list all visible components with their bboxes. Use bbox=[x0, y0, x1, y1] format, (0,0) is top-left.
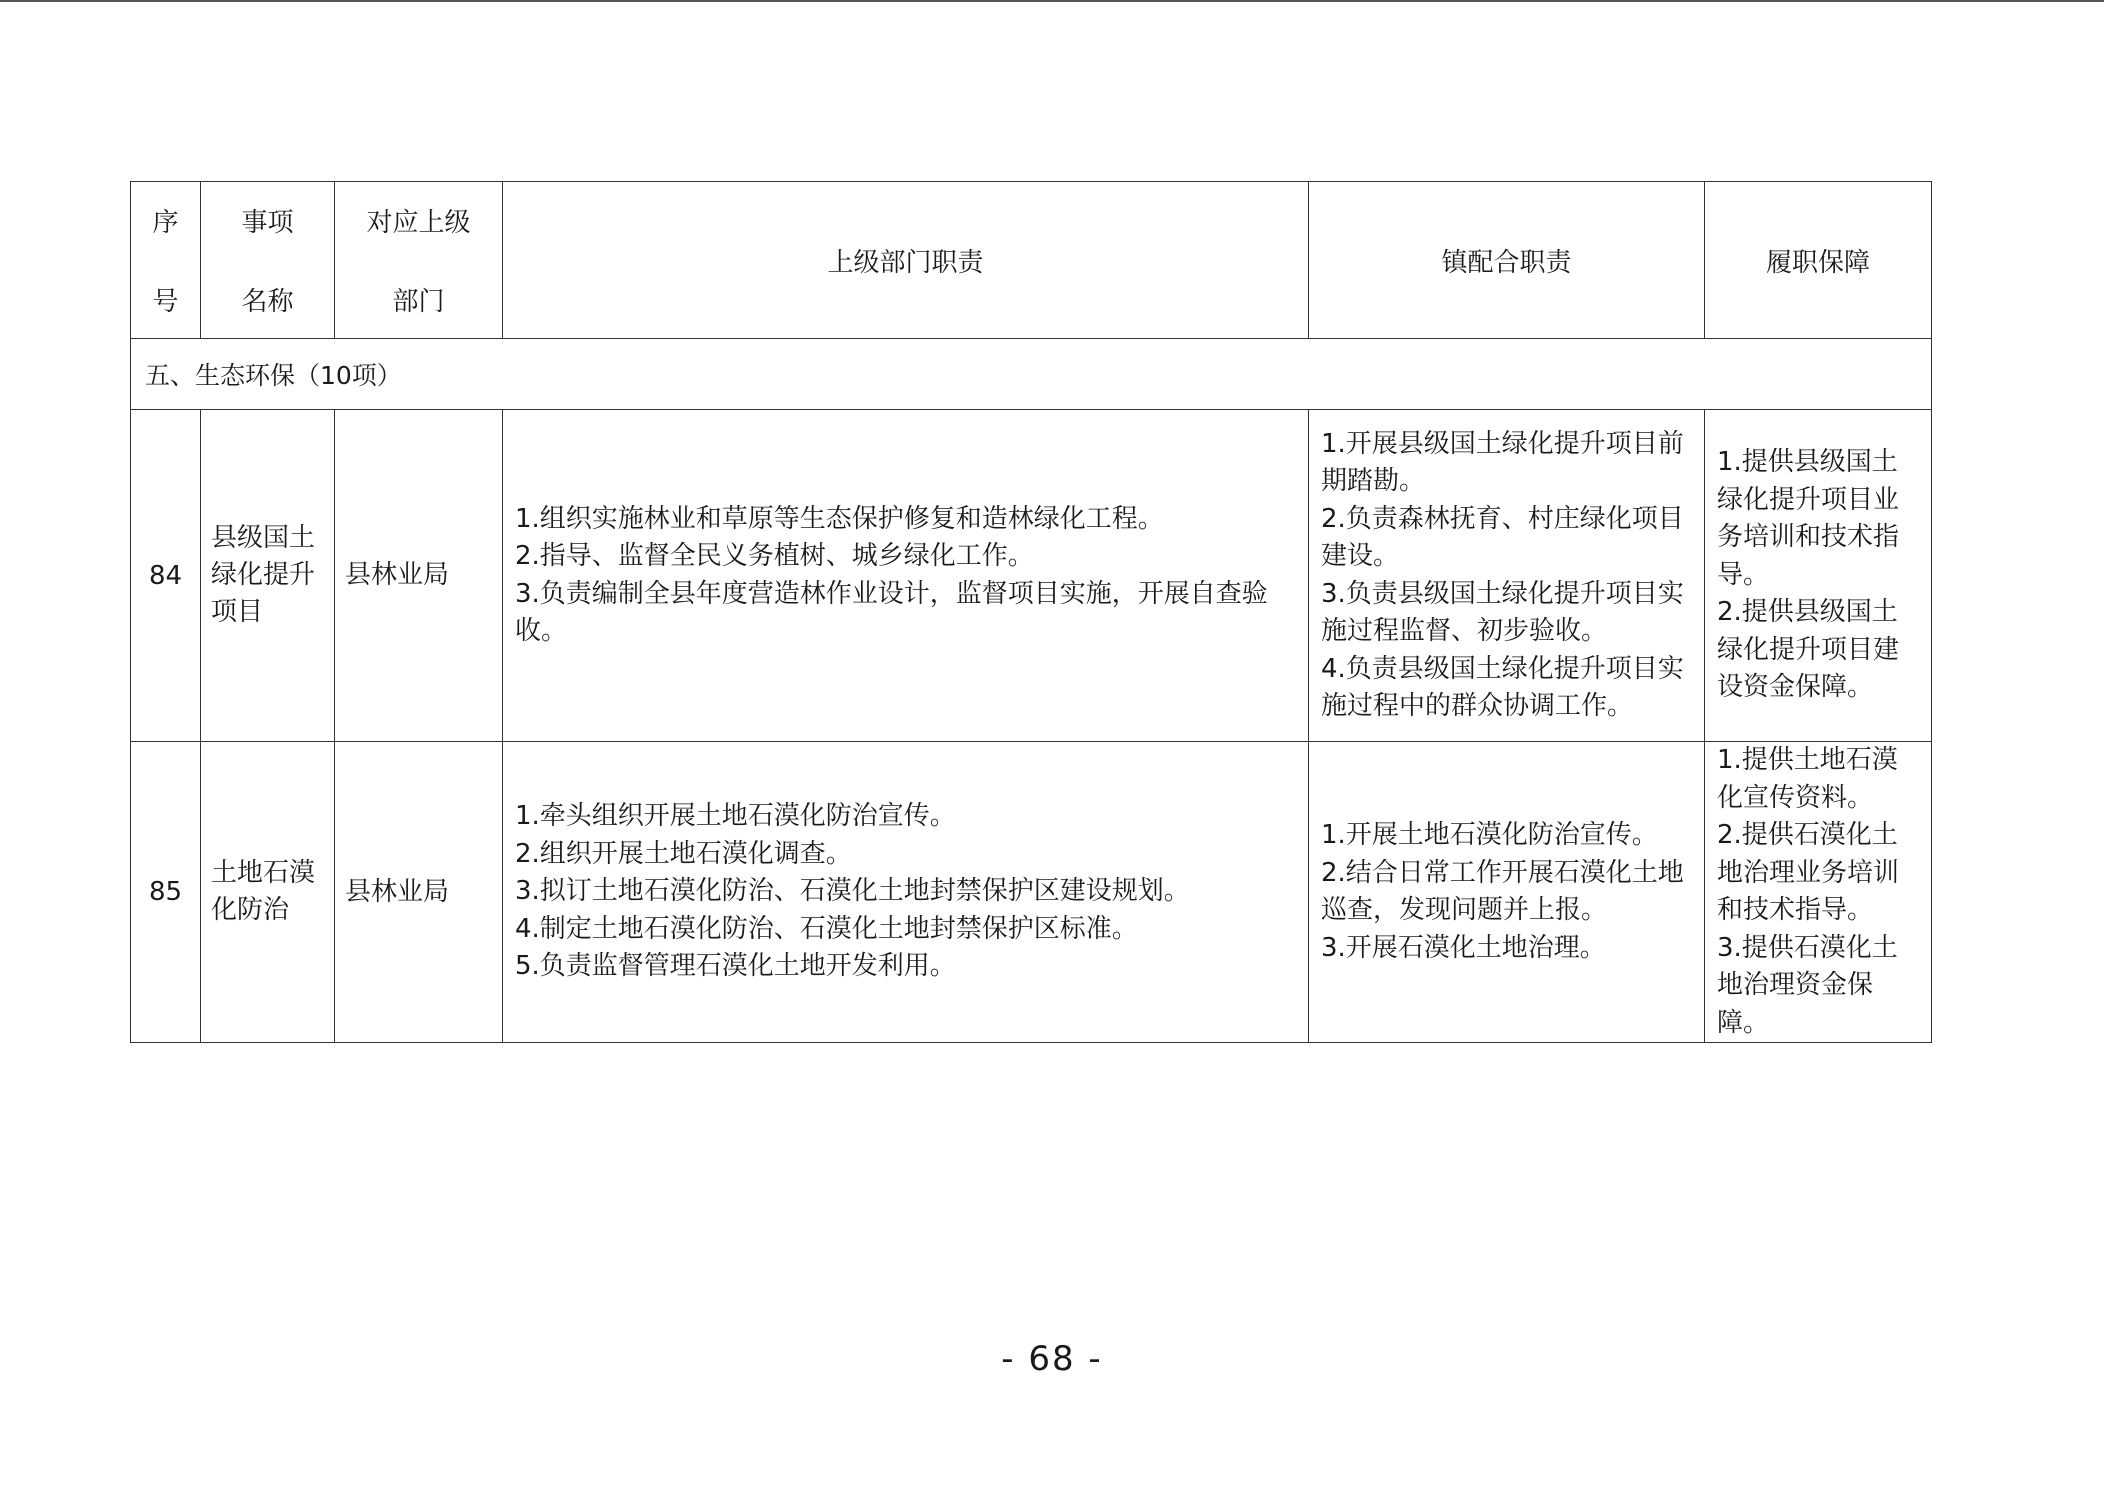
list-item: 2.组织开展土地石漠化调查。 bbox=[515, 838, 852, 869]
row-guarantee bbox=[1705, 742, 1932, 1043]
list-item: 3.负责县级国土绿化提升项目实施过程监督、初步验收。 bbox=[1321, 578, 1684, 646]
upper-duty-list bbox=[503, 501, 1308, 651]
row-town-duty bbox=[1309, 742, 1705, 1043]
list-item: 3.开展石漠化土地治理。 bbox=[1321, 932, 1606, 963]
header-town-duty: 镇配合职责 bbox=[1309, 182, 1705, 339]
table-row bbox=[131, 410, 1932, 742]
row-dept: 县林业局 bbox=[335, 410, 503, 742]
list-item: 2.提供石漠化土地治理业务培训和技术指导。 bbox=[1717, 820, 1900, 925]
guarantee-list bbox=[1705, 444, 1931, 707]
header-dept-line1: 对应上级 bbox=[366, 208, 471, 238]
page-number: - 68 - bbox=[1001, 1339, 1103, 1379]
list-item: 1.开展县级国土绿化提升项目前期踏勘。 bbox=[1321, 428, 1684, 496]
list-item: 1.牵头组织开展土地石漠化防治宣传。 bbox=[515, 801, 956, 832]
row-item-name: 土地石漠化防治 bbox=[201, 742, 335, 1043]
header-row bbox=[131, 182, 1932, 339]
list-item: 1.组织实施林业和草原等生态保护修复和造林绿化工程。 bbox=[515, 503, 1164, 534]
town-duty-list bbox=[1309, 426, 1704, 726]
list-item: 3.提供石漠化土地治理资金保障。 bbox=[1717, 932, 1898, 1038]
header-item-name-line1: 事项 bbox=[241, 208, 294, 238]
list-item: 5.负责监督管理石漠化土地开发利用。 bbox=[515, 951, 956, 982]
guarantee-list bbox=[1705, 742, 1931, 1042]
row-guarantee bbox=[1705, 410, 1932, 742]
row-upper-duty bbox=[503, 410, 1309, 742]
list-item: 1.提供县级国土绿化提升项目业务培训和技术指导。 bbox=[1717, 447, 1900, 590]
list-item: 4.制定土地石漠化防治、石漠化土地封禁保护区标准。 bbox=[515, 913, 1138, 944]
list-item: 2.指导、监督全民义务植树、城乡绿化工作。 bbox=[515, 541, 1034, 571]
list-item: 4.负责县级国土绿化提升项目实施过程中的群众协调工作。 bbox=[1321, 653, 1684, 721]
row-seq: 84 bbox=[131, 410, 201, 742]
list-item: 2.提供县级国土绿化提升项目建设资金保障。 bbox=[1717, 597, 1900, 703]
list-item: 2.结合日常工作开展石漠化土地巡查，发现问题并上报。 bbox=[1321, 857, 1684, 925]
header-seq bbox=[131, 182, 201, 339]
list-item: 1.开展土地石漠化防治宣传。 bbox=[1321, 820, 1658, 850]
row-upper-duty bbox=[503, 742, 1309, 1043]
section-title: 五、生态环保（10项） bbox=[131, 339, 1932, 410]
header-item-name bbox=[201, 182, 335, 339]
header-dept bbox=[335, 182, 503, 339]
list-item: 3.拟订土地石漠化防治、石漠化土地封禁保护区建设规划。 bbox=[515, 876, 1190, 907]
header-guarantee: 履职保障 bbox=[1705, 182, 1932, 339]
responsibility-table bbox=[130, 181, 1932, 1043]
row-seq: 85 bbox=[131, 742, 201, 1043]
town-duty-list bbox=[1309, 817, 1704, 967]
list-item: 3.负责编制全县年度营造林作业设计，监督项目实施，开展自查验收。 bbox=[515, 578, 1268, 646]
list-item: 1.提供土地石漠化宣传资料。 bbox=[1717, 745, 1898, 813]
row-town-duty bbox=[1309, 410, 1705, 742]
header-dept-line2: 部门 bbox=[392, 287, 445, 317]
top-border-line bbox=[0, 0, 2104, 2]
header-seq-line2: 号 bbox=[152, 287, 179, 317]
list-item: 2.负责森林抚育、村庄绿化项目建设。 bbox=[1321, 503, 1684, 571]
table-row bbox=[131, 742, 1932, 1043]
row-dept: 县林业局 bbox=[335, 742, 503, 1043]
header-seq-line1: 序 bbox=[152, 208, 179, 238]
header-item-name-line2: 名称 bbox=[241, 287, 294, 317]
row-item-name: 县级国土绿化提升项目 bbox=[201, 410, 335, 742]
upper-duty-list bbox=[503, 798, 1308, 986]
section-row bbox=[131, 339, 1932, 410]
header-upper-duty: 上级部门职责 bbox=[503, 182, 1309, 339]
